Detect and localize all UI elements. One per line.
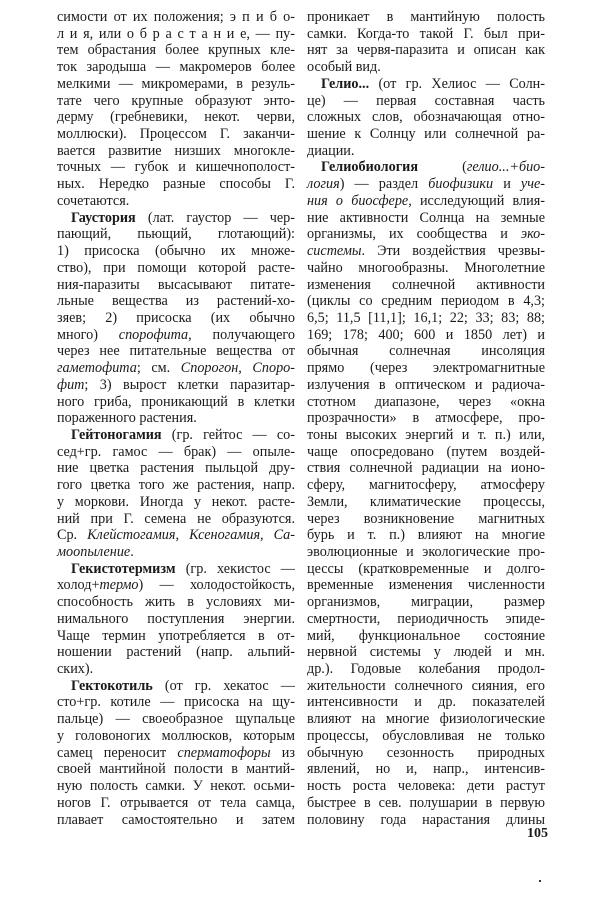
text-run: пораженного растения. — [57, 410, 197, 427]
text-run: мелкими — микромерами, в резуль- — [57, 75, 295, 92]
text-line — [57, 76, 295, 93]
text-run: чаще опосредовано (путем воздей- — [307, 443, 545, 460]
entry-headword: Гелио... — [321, 75, 370, 92]
text-run: чайно многообразны. Многолетние — [307, 259, 545, 276]
text-line — [307, 795, 545, 812]
text-line — [57, 176, 295, 193]
text-run: симости от их положения; — [57, 9, 230, 25]
text-run: процессы, обусловливая не только — [307, 727, 545, 744]
text-run: ) — холодостойкость, — [138, 577, 295, 594]
entry-headword: Гелиобиология — [321, 159, 418, 176]
text-line — [307, 711, 545, 728]
text-line — [57, 761, 295, 778]
text-run: ных. Нередко разные способы Г. — [57, 176, 295, 193]
text-run: . Эти воздействия чрезвы- — [361, 243, 545, 260]
text-line — [57, 778, 295, 795]
text-run: (гр. хекистос — — [175, 560, 295, 577]
text-run: л и я, или о б р а с т а н и е, — пу- — [57, 25, 295, 42]
text-run: обычная солнечная инсоляция — [307, 343, 545, 360]
text-line — [307, 243, 545, 260]
text-line — [307, 109, 545, 126]
text-line — [307, 176, 545, 193]
entry-headword: Гекистотермизм — [71, 560, 176, 577]
entry-headword: Гектокотиль — [71, 677, 153, 694]
italic-term: ния о биосфере — [307, 192, 409, 209]
text-line — [307, 644, 545, 661]
text-run: явлений, но и, напр., интенсив- — [307, 761, 545, 778]
text-line — [57, 59, 295, 76]
text-run: сед+гр. гамос — брак) — опыле- — [57, 443, 295, 460]
text-run: 1) присоска (обычно их множе- — [57, 243, 295, 260]
text-run: ских). — [57, 661, 94, 678]
text-line — [307, 410, 545, 427]
text-run: э п и б о- — [229, 9, 295, 25]
text-line — [57, 260, 295, 277]
text-line — [307, 59, 545, 76]
text-run: стотном диапазоне, через «окна — [307, 393, 545, 410]
text-run: (гр. гейтос — со- — [161, 426, 295, 443]
text-line — [57, 9, 295, 26]
text-line — [57, 611, 295, 628]
italic-term: эко- — [520, 226, 545, 243]
italic-term: Клейстогамия, Ксеногамия, Са- — [87, 527, 296, 544]
text-run: ствия солнечной радиации на ионо- — [307, 460, 545, 477]
text-run: ногов Г. отрывается от тела самца, — [57, 794, 295, 811]
text-line — [307, 343, 545, 360]
text-run: сложных слов, обозначающая отно- — [307, 109, 545, 126]
text-line — [57, 678, 295, 695]
text-line — [57, 494, 295, 511]
text-line — [307, 628, 545, 645]
text-run: (лат. гаустор — чер- — [135, 209, 295, 226]
left-column — [57, 9, 295, 828]
text-run: цессы (кратковременные и долго- — [307, 560, 545, 577]
text-run: сферу, магнитосферу, атмосферу — [307, 477, 545, 494]
text-run: организмы, их сообщества и — [307, 226, 521, 243]
italic-term: спорофита — [118, 326, 189, 343]
text-line — [57, 327, 295, 344]
text-line — [307, 678, 545, 695]
text-line — [57, 343, 295, 360]
text-run: ность роста человека: дети растут — [307, 778, 545, 795]
text-run: ( — [418, 159, 467, 176]
text-line — [57, 694, 295, 711]
text-run: (от гр. хекатос — — [152, 677, 295, 694]
italic-term: фит — [57, 376, 85, 393]
text-run: много) — [57, 326, 119, 343]
text-line — [307, 277, 545, 294]
text-run: Ср. — [57, 527, 88, 544]
text-line — [57, 477, 295, 494]
text-line — [57, 594, 295, 611]
text-line — [307, 360, 545, 377]
text-run: , получающего — [188, 326, 295, 343]
text-line — [57, 126, 295, 143]
italic-term: сперматофоры — [177, 744, 271, 761]
text-run: дерму (гребневики, некот. черви, — [57, 109, 295, 126]
text-run: нимального поступления энергии. — [57, 610, 295, 627]
text-run: проникает в мантийную полость — [307, 9, 545, 25]
text-run: (циклы со средним периодом в 4,3; — [307, 293, 545, 310]
text-line — [57, 210, 295, 227]
italic-term: уче- — [520, 176, 546, 193]
text-run: моллюски). Процессом Г. заканчи- — [57, 126, 295, 143]
text-run: способность жить в условиях ми- — [57, 594, 295, 611]
text-line — [307, 26, 545, 43]
text-run: ношении растений (напр. альпий- — [57, 644, 295, 661]
text-run: ний при Г. семена не образуются. — [57, 510, 295, 527]
text-line — [307, 76, 545, 93]
text-line — [307, 210, 545, 227]
text-line — [57, 243, 295, 260]
text-line — [307, 427, 545, 444]
text-line — [57, 745, 295, 762]
text-run: це) — — [307, 92, 377, 109]
text-line — [57, 93, 295, 110]
text-run: вается развитие низших многокле- — [57, 142, 295, 159]
text-run: Земли, климатические процессы, — [307, 493, 545, 510]
text-run: прямо (через электромагнитные — [307, 360, 545, 377]
text-line — [307, 511, 545, 528]
text-run: бурь и т. п.) влияют на многие — [307, 527, 545, 544]
text-line — [307, 260, 545, 277]
italic-term: Спорогон, Споро- — [180, 360, 295, 377]
entry-headword: Гейтоногамия — [71, 426, 162, 443]
text-run: временные изменения численности — [307, 577, 545, 594]
text-line — [57, 410, 295, 427]
text-run: организмов, миграции, размер — [307, 594, 545, 611]
text-run: половину года нарастания длины — [307, 811, 545, 828]
scan-speck — [539, 880, 541, 882]
text-run: ) — раздел — [339, 176, 429, 193]
text-run: Чаще термин употребляется в от- — [57, 627, 295, 644]
text-line — [57, 728, 295, 745]
text-line — [57, 795, 295, 812]
text-run: смертности, периодичность эпиде- — [307, 610, 545, 627]
text-line — [57, 310, 295, 327]
text-run: жительности солнечного сияния, его — [307, 677, 545, 694]
text-line — [307, 745, 545, 762]
text-line — [307, 93, 545, 110]
text-line — [57, 277, 295, 294]
text-run: ; 3) вырост клетки паразитар- — [84, 376, 295, 393]
text-run: ство), при помощи которой расте- — [57, 259, 295, 276]
text-run: интенсивности и др. показателей — [307, 694, 545, 711]
text-line — [57, 644, 295, 661]
text-run: излучения в оптическом и радиоча- — [307, 376, 545, 393]
text-line — [307, 143, 545, 160]
text-run: первая составная часть — [376, 92, 545, 109]
text-line — [307, 377, 545, 394]
text-run: из — [270, 744, 296, 761]
italic-term: логия — [307, 176, 340, 193]
text-run: льные вещества из растений-хо- — [57, 293, 295, 310]
text-run: точных — губок и кишечнополост- — [57, 159, 295, 176]
text-line — [307, 444, 545, 461]
text-run: тем обрастания более крупных кле- — [57, 42, 295, 59]
text-line — [307, 159, 545, 176]
text-line — [57, 394, 295, 411]
text-line — [307, 561, 545, 578]
italic-term: системы — [307, 243, 362, 260]
text-line — [307, 761, 545, 778]
text-line — [57, 293, 295, 310]
text-run: холод+ — [57, 577, 100, 594]
text-line — [307, 42, 545, 59]
text-line — [307, 778, 545, 795]
text-run: мий, функциональное состояние — [307, 627, 545, 644]
text-line — [57, 460, 295, 477]
text-run: гого цветка того же растения, напр. — [57, 477, 295, 494]
text-line — [57, 577, 295, 594]
text-line — [307, 193, 545, 210]
text-line — [57, 511, 295, 528]
text-line — [307, 544, 545, 561]
text-run: через нее питательные вещества от — [57, 343, 295, 360]
right-column — [307, 9, 545, 828]
text-run: ; см. — [136, 360, 181, 377]
italic-term: термо — [99, 577, 139, 594]
text-line — [57, 427, 295, 444]
text-line — [57, 143, 295, 160]
text-line — [307, 477, 545, 494]
text-line — [307, 310, 545, 327]
text-run: ние активности Солнца на земные — [307, 209, 545, 226]
text-line — [57, 360, 295, 377]
text-line — [57, 544, 295, 561]
text-run: своей мантийной полости в мантий- — [57, 761, 295, 778]
text-line — [57, 711, 295, 728]
text-run: самец переносит — [57, 744, 178, 761]
italic-term: гелио...+био- — [466, 159, 545, 176]
text-run: быстрее в сев. полушарии в первую — [307, 794, 545, 811]
text-line — [307, 126, 545, 143]
text-run: пающий, пьющий, глотающий): — [57, 226, 295, 243]
entry-headword: Гаустория — [71, 209, 136, 226]
text-line — [57, 26, 295, 43]
text-line — [307, 728, 545, 745]
text-run: сто+гр. котиле — присоска на щу- — [57, 694, 295, 711]
text-line — [307, 661, 545, 678]
text-line — [57, 226, 295, 243]
text-run: (от гр. Хелиос — Солн- — [369, 75, 545, 92]
text-run: влияют на многие физиологические — [307, 711, 545, 728]
text-run: сочетаются. — [57, 192, 130, 209]
text-line — [307, 594, 545, 611]
text-run: диации. — [307, 142, 355, 159]
page-number: 105 — [527, 826, 548, 841]
text-line — [57, 444, 295, 461]
text-line — [307, 226, 545, 243]
text-line — [57, 193, 295, 210]
text-run: особый вид. — [307, 59, 381, 76]
text-run: через возникновение магнитных — [307, 510, 545, 527]
text-run: шение к Солнцу или солнечной ра- — [307, 126, 545, 143]
text-line — [307, 327, 545, 344]
text-line — [57, 159, 295, 176]
text-run: эволюционные и экологические про- — [307, 544, 545, 560]
italic-term: гаметофита — [57, 360, 137, 377]
text-line — [57, 109, 295, 126]
text-line — [57, 661, 295, 678]
text-run: , исследующий влия- — [408, 192, 545, 209]
text-run: самки. Когда-то такой Г. был при- — [307, 25, 545, 42]
text-run: нят за червя-паразита и описан как — [307, 42, 545, 59]
text-run: нервной системы у людей и мн. — [307, 644, 545, 661]
text-line — [307, 694, 545, 711]
text-run: тате чего крупные образуют энто- — [57, 92, 295, 109]
text-run: у моркови. Иногда у некот. расте- — [57, 493, 295, 510]
text-run: 6,5; 11,5 [11,1]; 16,1; 22; 33; 83; 88; — [307, 309, 545, 326]
text-line — [307, 611, 545, 628]
text-run: тоны высоких энергий и т. п.) или, — [307, 426, 545, 443]
text-line — [307, 527, 545, 544]
text-run: 169; 178; 400; 600 и 1850 лет) и — [307, 326, 545, 343]
italic-term: биофизики — [428, 176, 494, 193]
text-run: ного гриба, проникающий в клетки — [57, 393, 295, 410]
text-run: прозрачности» в атмосфере, про- — [307, 410, 545, 427]
text-line — [57, 527, 295, 544]
text-line — [57, 42, 295, 59]
text-run: ния-паразиты высасывают питате- — [57, 276, 295, 293]
text-run: ток зародыша — макромеров более — [57, 59, 295, 76]
text-run: ние цветка растения пыльцой дру- — [57, 460, 295, 477]
text-run: обычную сезонность природных — [307, 744, 545, 761]
text-run: ную полость самки. У некот. осьми- — [57, 778, 295, 795]
text-run: зяев; 2) присоска (их обычно — [57, 309, 295, 326]
text-run: плавает самостоятельно и затем — [57, 811, 295, 828]
text-line — [307, 494, 545, 511]
text-line — [307, 293, 545, 310]
text-line — [307, 812, 545, 829]
text-line — [57, 561, 295, 578]
text-run: изменения солнечной активности — [307, 276, 545, 293]
text-line — [307, 460, 545, 477]
text-run: у головоногих моллюсков, которым — [57, 727, 295, 744]
text-run: др.). Годовые колебания продол- — [307, 661, 545, 678]
text-line — [57, 628, 295, 645]
text-run: и — [493, 176, 521, 193]
text-line — [57, 812, 295, 829]
text-line — [307, 577, 545, 594]
text-line — [57, 377, 295, 394]
text-line — [307, 9, 545, 26]
italic-term: моопыление — [57, 544, 131, 560]
text-line — [307, 394, 545, 411]
text-run: . — [130, 544, 134, 560]
text-run: пальце) — своеобразное щупальце — [57, 711, 295, 728]
